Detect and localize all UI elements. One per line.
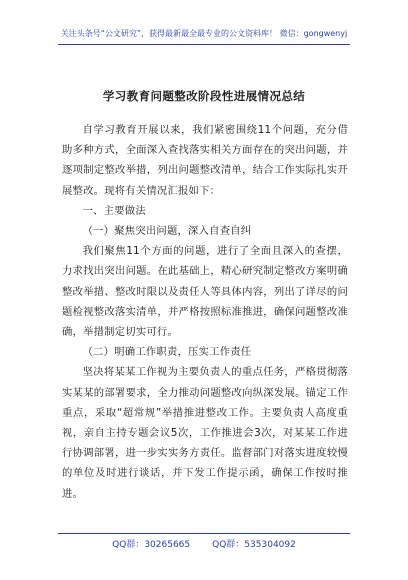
body-paragraph-2: 坚决将某某工作视为主要负责人的重点任务，严格贯彻落实某某的部署要求，全力推动问题整改向纵深发展。锚定工作重点，采取“超常规”举措推进整改工作。主要负责人高度重视，亲自主持专题会议5次，工作推进会3次，对某某工作进行协调部署，进一步实实务方责任。监督部门对落实进度较慢的单位及时进行谈话，并下发工作提示函，确保工作按时推进。 [62,366,348,500]
section-heading-1: 一、主要做法 [82,204,146,217]
subsection-heading-1: （一）聚焦突出问题，深入自查自纠 [82,225,252,238]
footer-qq-groups [0,537,408,550]
header-promo-note: 关注头条号“公文研究”，获得最新最全最专业的公文资料库！ 微信：gongwenyj [60,29,348,38]
header-divider [58,44,350,45]
body-paragraph-1: 我们聚焦11个方面的问题，进行了全面且深入的查摆，力求找出突出问题。在此基础上，精心研究制定整改方案明确整改举措、整改时限以及责任人等具体内容，列出了详尽的问题检视整改落实清单，并严格按照标准推进，确保问题整改准确，举措制定切实可行。 [62,245,348,339]
document-title: 学习教育问题整改阶段性进展情况总结 [102,89,306,103]
footer-divider [58,533,350,534]
footer-qq-group-2: QQ群：535304092 [212,540,296,550]
subsection-heading-2: （二）明确工作职责，压实工作责任 [82,346,252,359]
intro-paragraph: 自学习教育开展以来，我们紧密围绕11个问题，充分借助多种方式，全面深入查找落实相关方面存在的突出问题，并逐项制定整改举措，列出问题整改清单，结合工作实际扎实开展整改。现将有关情况汇报如下： [62,124,348,197]
footer-qq-group-1: QQ群：30265665 [112,540,191,550]
document-body [62,120,348,504]
